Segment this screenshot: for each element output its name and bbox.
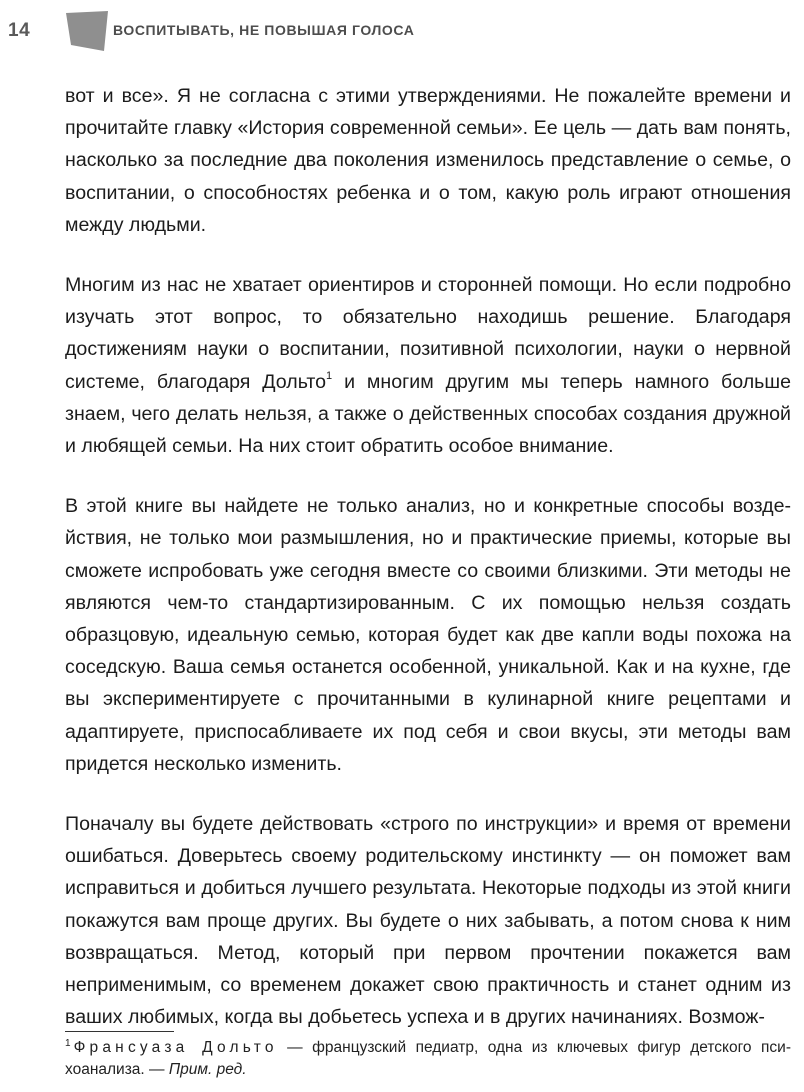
paragraph: Многим из нас не хватает ориентиров и сторонней помощи. Но если подробно изучать этот вопрос, то обязательно находишь решение. Благодаря достижениям науки о воспитании, позитивной психологии, науки о нервной системе, благодаря Дольто$^1$ и многим другим мы теперь намного больше знаем, чего делать нельзя, а также о действенных способах создания дружной и любящей семьи. На них стоит обратить особое внимание. [65, 274, 792, 458]
page-header [0, 0, 804, 66]
footnote-name: Франсуаза Дольто [73, 1039, 278, 1056]
page-number: 14 [8, 20, 31, 41]
paragraph: Поначалу вы будете действовать «строго по инструкции» и время от времени ошибаться. Доверьтесь своему родительскому инстинкту — он поможет вам исправиться и добиться лучшего результата. Некоторые подходы из этой книги покажутся вам проще других. Вы будете о них забывать, а потом снова к ним возвращаться. Метод, который при первом прочтении покажется вам неприменимым, со временем докажет свою практичность и станет одним из ваших любимых, когда вы добьетесь успеха и в других начинаниях. Возмож- [65, 813, 791, 1029]
footnote-number: 1 [65, 1038, 71, 1049]
header-tab-mark [66, 11, 108, 51]
footnote-text: — французский педиатр, одна из ключевых фигур детского психоанализа. — [65, 1039, 791, 1078]
footnote [65, 1037, 791, 1081]
paragraph: В этой книге вы найдете не только анализ, но и конкретные способы воздействия, не только мои размышления, но и практические приемы, которые вы сможете испробовать уже сегодня вместе со своими близкими. Эти методы не являются чем-то стандартизированным. С их помощью нельзя создать образцовую, идеальную семью, которая будет как две капли воды похожа на соседскую. Ваша семья останется особенной, уникальной. Как и на кухне, где вы экспериментируете с прочитанными в кулинарной книге рецептами и адаптируете, приспосабливаете их под себя и свои вкусы, эти методы вам придется несколько изменить. [65, 495, 791, 775]
footnote-divider [65, 1031, 174, 1032]
running-title: ВОСПИТЫВАТЬ, НЕ ПОВЫШАЯ ГОЛОСА [113, 22, 415, 38]
footnote-reference: 1 [326, 369, 333, 382]
body-text [65, 80, 791, 1061]
paragraph: вот и все». Я не согласна с этими утверждениями. Не пожалейте времени и прочитайте главку «История современной семьи». Ее цель — дать вам понять, насколько за последние два поколения изменилось представление о семье, о воспитании, о способностях ребенка и о том, какую роль играют отношения между людьми. [65, 85, 791, 236]
footnote-editor-note: Прим. ред. [168, 1061, 247, 1078]
